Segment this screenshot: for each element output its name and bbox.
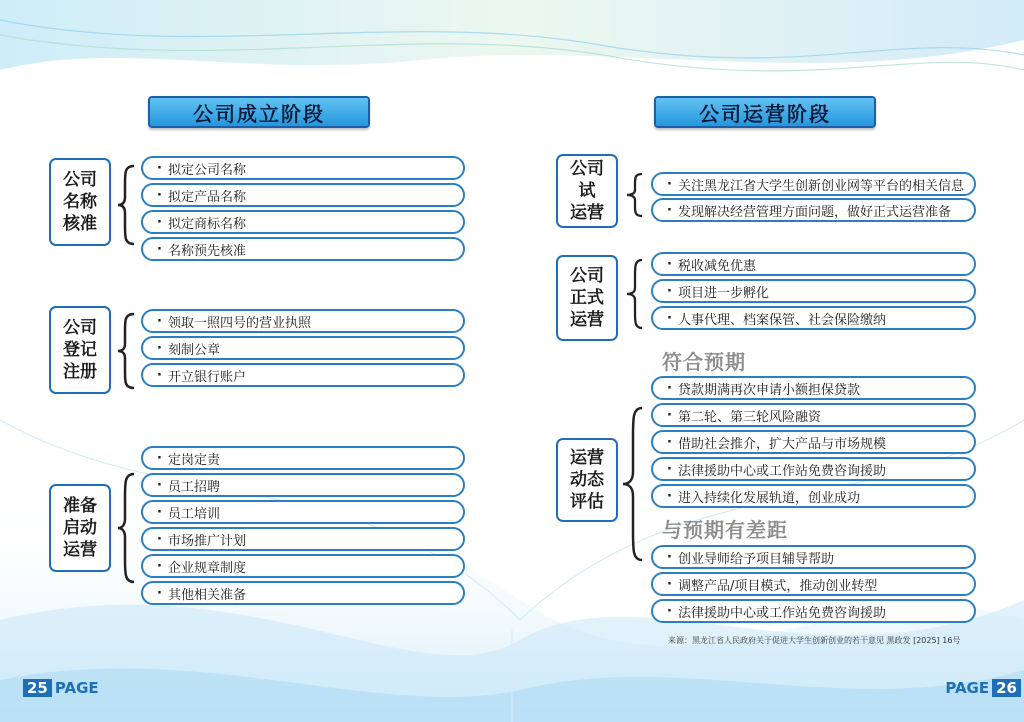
item-text: 人事代理、档案保管、社会保险缴纳	[677, 312, 886, 328]
bullet: ·	[157, 340, 162, 356]
item-text: 税收减免优惠	[677, 258, 756, 274]
label-line: 启动	[63, 518, 97, 538]
list-item	[141, 581, 465, 605]
brace-icon	[116, 164, 138, 246]
list-item	[141, 156, 465, 180]
brace-icon	[620, 406, 646, 562]
list-item	[141, 446, 465, 470]
label-line: 名称	[63, 192, 97, 212]
label-trial-operation	[556, 154, 618, 228]
bullet: ·	[667, 283, 672, 299]
label-line: 注册	[63, 362, 97, 382]
bullet: ·	[157, 313, 162, 329]
list-item	[651, 484, 976, 508]
bullet: ·	[667, 256, 672, 272]
label-line: 运营	[63, 540, 97, 560]
label-line: 评估	[570, 492, 604, 512]
bullet: ·	[157, 214, 162, 230]
item-text: 项目进一步孵化	[677, 285, 769, 301]
bullet: ·	[667, 603, 672, 619]
bullet: ·	[157, 585, 162, 601]
bullet: ·	[667, 549, 672, 565]
subhead-below-expectation: 与预期有差距	[662, 518, 788, 542]
bullet: ·	[157, 477, 162, 493]
label-line: 试	[578, 181, 596, 201]
list-item	[141, 183, 465, 207]
label-line: 准备	[63, 496, 97, 516]
list-item	[141, 210, 465, 234]
item-text: 法律援助中心或工作站免费咨询援助	[677, 605, 886, 621]
list-item	[141, 309, 465, 333]
bullet: ·	[157, 367, 162, 383]
item-text: 名称预先核准	[167, 243, 246, 259]
item-text: 调整产品/项目模式，推动创业转型	[677, 578, 878, 594]
bullet: ·	[667, 202, 672, 218]
bullet: ·	[157, 504, 162, 520]
brace-icon	[624, 258, 646, 330]
bullet: ·	[667, 407, 672, 423]
item-text: 拟定公司名称	[167, 162, 246, 178]
list-item	[651, 430, 976, 454]
bullet: ·	[157, 241, 162, 257]
bullet: ·	[157, 531, 162, 547]
item-text: 关注黑龙江省大学生创新创业网等平台的相关信息	[677, 178, 964, 194]
bullet: ·	[157, 558, 162, 574]
list-item	[651, 306, 976, 330]
page-number: 25	[23, 679, 52, 697]
bullet: ·	[667, 576, 672, 592]
bullet: ·	[667, 488, 672, 504]
bullet: ·	[667, 461, 672, 477]
page-word: PAGE	[54, 679, 99, 697]
page-word: PAGE	[945, 679, 990, 697]
list-item	[651, 376, 976, 400]
brace-icon	[116, 472, 138, 584]
label-line: 公司	[570, 159, 604, 179]
source-note: 来源：黑龙江省人民政府关于促进大学生创新创业的若干意见 黑政发 [2025] 16号	[668, 636, 961, 645]
list-item	[141, 554, 465, 578]
label-dynamic-evaluation	[556, 438, 618, 522]
list-item	[141, 473, 465, 497]
item-text: 定岗定责	[167, 452, 220, 468]
item-text: 拟定产品名称	[167, 189, 246, 205]
list-item	[651, 252, 976, 276]
list-item	[141, 500, 465, 524]
bullet: ·	[157, 160, 162, 176]
label-name-approval	[49, 158, 111, 246]
item-text: 其他相关准备	[167, 587, 246, 603]
item-text: 企业规章制度	[167, 560, 246, 576]
item-text: 拟定商标名称	[167, 216, 246, 232]
list-item	[651, 172, 976, 196]
label-line: 动态	[570, 470, 604, 490]
page-number: 26	[992, 679, 1021, 697]
list-item	[651, 545, 976, 569]
item-text: 发现解决经营管理方面问题，做好正式运营准备	[677, 204, 951, 220]
list-item	[651, 403, 976, 427]
list-item	[651, 198, 976, 222]
bullet: ·	[667, 310, 672, 326]
item-text: 法律援助中心或工作站免费咨询援助	[677, 463, 886, 479]
brace-icon	[116, 312, 138, 390]
list-item	[651, 457, 976, 481]
label-formal-operation	[556, 255, 618, 341]
item-text: 刻制公章	[167, 342, 220, 358]
list-item	[141, 237, 465, 261]
bullet: ·	[667, 434, 672, 450]
list-item	[651, 572, 976, 596]
page-footer-left	[20, 679, 99, 697]
bullet: ·	[157, 187, 162, 203]
label-line: 运营	[570, 310, 604, 330]
list-item	[141, 336, 465, 360]
label-line: 公司	[63, 318, 97, 338]
label-line: 运营	[570, 203, 604, 223]
bullet: ·	[157, 450, 162, 466]
list-item	[651, 279, 976, 303]
left-section-title: 公司成立阶段	[148, 96, 370, 128]
label-line: 公司	[570, 266, 604, 286]
label-line: 公司	[63, 170, 97, 190]
label-line: 登记	[63, 340, 97, 360]
page-footer-right	[945, 679, 1024, 697]
list-item	[141, 363, 465, 387]
item-text: 进入持续化发展轨道，创业成功	[677, 490, 860, 506]
bullet: ·	[667, 380, 672, 396]
item-text: 市场推广计划	[167, 533, 246, 549]
bullet: ·	[667, 176, 672, 192]
brace-icon	[624, 172, 646, 218]
item-text: 创业导师给予项目辅导帮助	[677, 551, 834, 567]
item-text: 领取一照四号的营业执照	[167, 315, 311, 331]
subhead-meets-expectation: 符合预期	[662, 350, 746, 374]
right-section-title: 公司运营阶段	[654, 96, 876, 128]
item-text: 员工培训	[167, 506, 220, 522]
item-text: 开立银行账户	[167, 369, 246, 385]
list-item	[651, 599, 976, 623]
list-item	[141, 527, 465, 551]
item-text: 员工招聘	[167, 479, 220, 495]
label-line: 运营	[570, 448, 604, 468]
item-text: 借助社会推介，扩大产品与市场规模	[677, 436, 886, 452]
label-line: 正式	[570, 288, 604, 308]
item-text: 第二轮、第三轮风险融资	[677, 409, 821, 425]
item-text: 贷款期满再次申请小额担保贷款	[677, 382, 860, 398]
label-prepare-launch	[49, 484, 111, 572]
label-line: 核准	[63, 214, 97, 234]
label-registration	[49, 306, 111, 394]
